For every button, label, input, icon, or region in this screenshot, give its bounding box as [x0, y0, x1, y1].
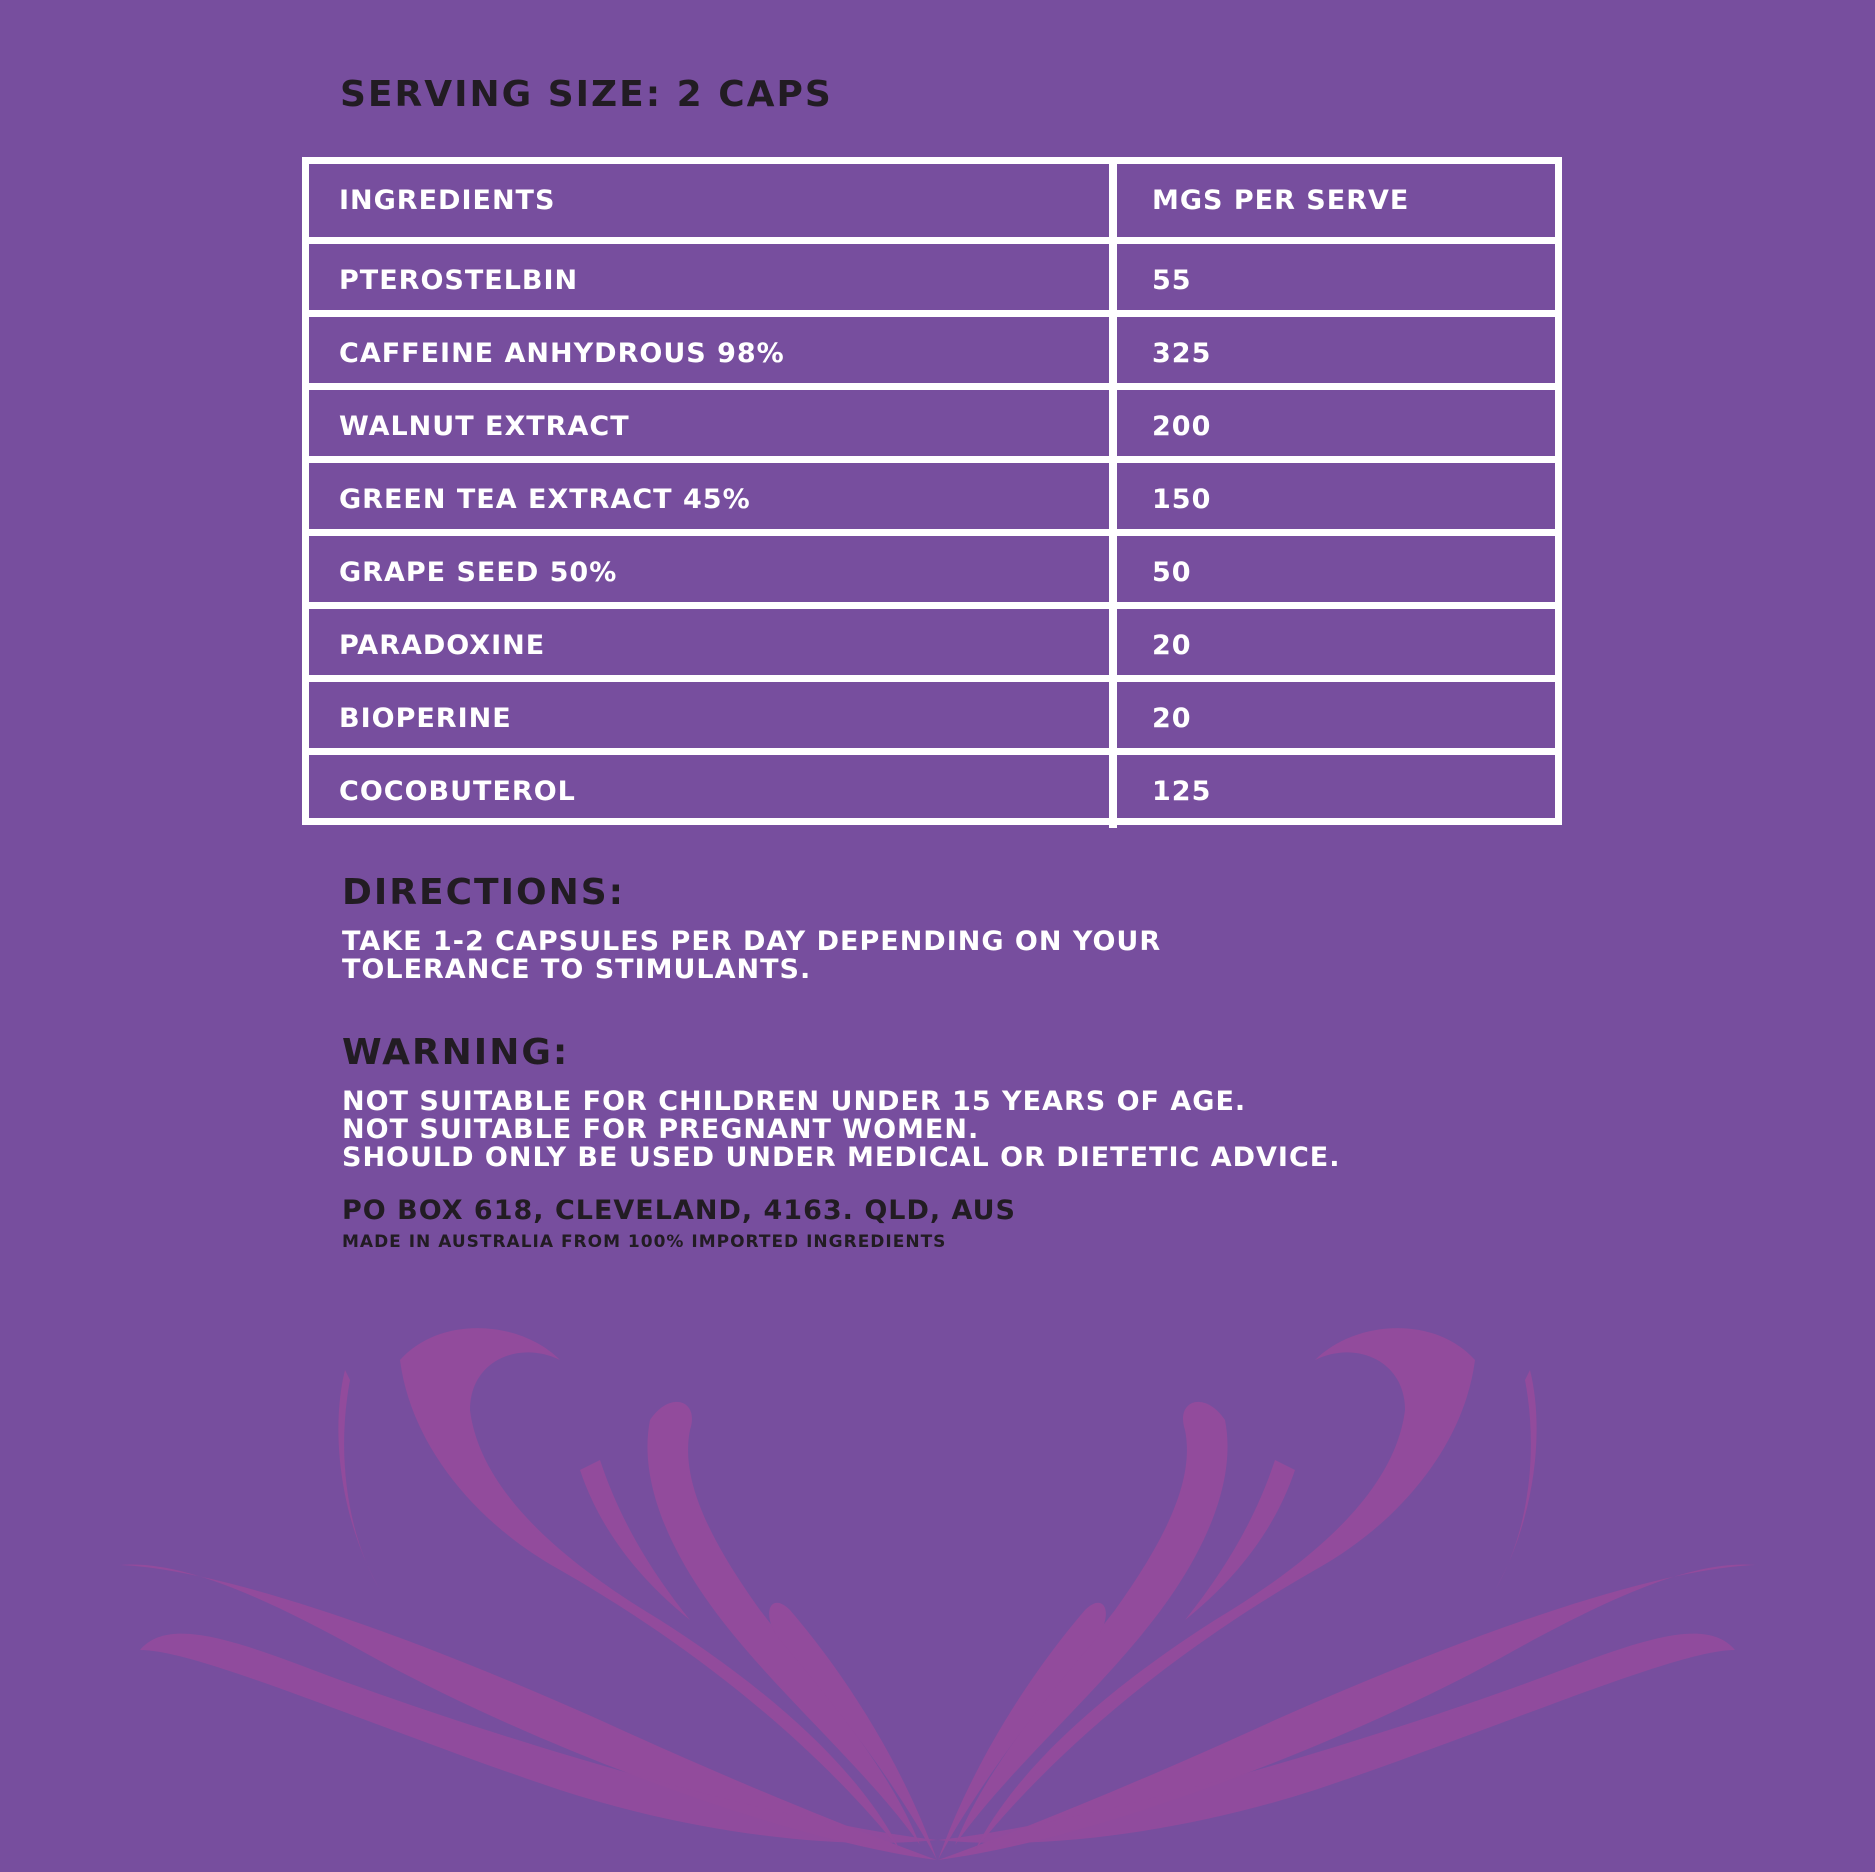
- column-divider: [1109, 390, 1117, 463]
- warning-line: NOT SUITABLE FOR PREGNANT WOMEN.: [342, 1114, 980, 1145]
- ingredient-amount: 125: [1152, 776, 1212, 807]
- ingredient-amount: 55: [1152, 265, 1192, 296]
- column-divider: [1109, 317, 1117, 390]
- serving-size-heading: SERVING SIZE: 2 CAPS: [340, 74, 833, 115]
- table-row: [309, 463, 1555, 536]
- table-row: [309, 755, 1555, 828]
- ingredient-name: CAFFEINE ANHYDROUS 98%: [339, 338, 785, 369]
- ingredient-name: GREEN TEA EXTRACT 45%: [339, 484, 751, 515]
- ingredient-name: PARADOXINE: [339, 630, 546, 661]
- directions-line: TOLERANCE TO STIMULANTS.: [342, 954, 812, 985]
- company-address: PO BOX 618, CLEVELAND, 4163. QLD, AUS: [342, 1195, 1016, 1226]
- ingredient-name: PTEROSTELBIN: [339, 265, 579, 296]
- ingredient-amount: 20: [1152, 630, 1192, 661]
- warning-line: SHOULD ONLY BE USED UNDER MEDICAL OR DIETETIC ADVICE.: [342, 1142, 1341, 1173]
- warning-text: [342, 1088, 1341, 1172]
- column-divider: [1109, 609, 1117, 682]
- table-header-row: [309, 164, 1555, 237]
- table-row: [309, 390, 1555, 463]
- directions-text: [342, 928, 1161, 984]
- ingredient-name: GRAPE SEED 50%: [339, 557, 618, 588]
- directions-heading: DIRECTIONS:: [342, 872, 626, 913]
- ingredient-name: WALNUT EXTRACT: [339, 411, 630, 442]
- table-row: [309, 682, 1555, 755]
- column-divider: [1109, 755, 1117, 828]
- ingredient-amount: 20: [1152, 703, 1192, 734]
- column-divider: [1109, 244, 1117, 317]
- ingredient-amount: 200: [1152, 411, 1212, 442]
- header-ingredients: INGREDIENTS: [339, 185, 556, 216]
- lotus-flourish-icon: [0, 1320, 1875, 1872]
- column-divider: [1109, 682, 1117, 755]
- column-divider: [1109, 536, 1117, 609]
- ingredient-amount: 50: [1152, 557, 1192, 588]
- ingredient-name: BIOPERINE: [339, 703, 512, 734]
- origin-statement: MADE IN AUSTRALIA FROM 100% IMPORTED INGREDIENTS: [342, 1232, 947, 1252]
- table-row: [309, 536, 1555, 609]
- ingredients-table: [302, 157, 1562, 825]
- ingredient-amount: 325: [1152, 338, 1212, 369]
- warning-line: NOT SUITABLE FOR CHILDREN UNDER 15 YEARS OF AGE.: [342, 1086, 1247, 1117]
- column-divider: [1109, 463, 1117, 536]
- directions-line: TAKE 1-2 CAPSULES PER DAY DEPENDING ON YOUR: [342, 926, 1162, 957]
- table-row: [309, 317, 1555, 390]
- column-divider: [1109, 164, 1117, 237]
- header-amount: MGS PER SERVE: [1152, 185, 1410, 216]
- warning-heading: WARNING:: [342, 1032, 570, 1073]
- ingredient-amount: 150: [1152, 484, 1212, 515]
- table-row: [309, 244, 1555, 317]
- ingredient-name: COCOBUTEROL: [339, 776, 576, 807]
- table-row: [309, 609, 1555, 682]
